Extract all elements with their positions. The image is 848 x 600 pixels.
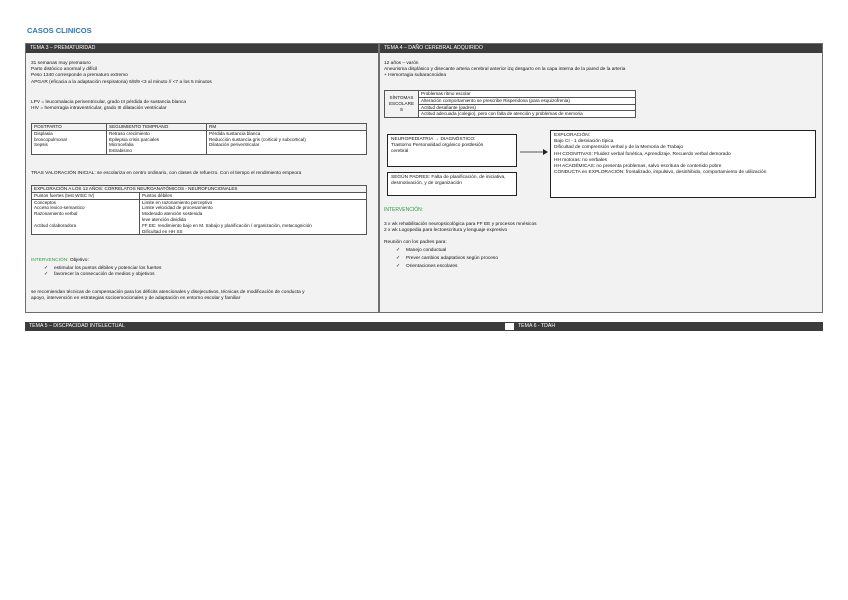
intervencion-line: 2 x wk Logopedia para lectoescritura y lenguaje expresivo	[384, 228, 508, 234]
list-item	[396, 248, 498, 254]
exploracion-table	[31, 185, 367, 235]
cell-line: Reducción sustancia gris (cortical y subcortical)	[209, 136, 306, 142]
objetivo-label: Objetivo:	[69, 258, 89, 263]
tema4-intervencion-label: INTERVENCIÓN:	[384, 207, 424, 213]
label-line: ESCOLARE	[388, 101, 415, 107]
intro-line: 31 semanas muy prematuro	[31, 61, 91, 66]
check-icon: ✓	[396, 256, 401, 262]
recomendacion-line: se recomiendan técnicas de compensación para los déficits atencionales y disejecutivos, técnicas de modificación de conducta y	[31, 290, 305, 295]
objetivo-text: favorecer la consecución de medios y objetivos	[54, 272, 155, 278]
exploracion-line: CONDUCTA en EXPLORACIÓN: frontalizado, impulsivo, desinhibido, comportamiento de utilización	[554, 170, 767, 176]
padres-box	[387, 172, 517, 196]
exploracion-box	[550, 130, 816, 198]
tema3-valoracion: TRAS VALORACIÓN INICIAL: se escolariza en centro ordinario, con clases de refuerzo. Con el tiempo el rendimiento empeora	[31, 171, 302, 176]
label-line: SÍNTOMAS	[389, 95, 414, 101]
cell-line: Pérdida sustancia blanca	[209, 130, 261, 136]
intro-line: APGAR (eficacia a la adaptación respiratoria) 6/8/9 <3 al minuto // <7 a los 5 minutos	[31, 79, 212, 85]
padres-reunion: Reunión con los padres para:	[384, 240, 447, 245]
cell-line: Dilatación periventricular	[209, 142, 260, 148]
padres-items	[396, 248, 498, 271]
tema3-intro	[31, 61, 212, 86]
intervencion-line: 3 x wk rehabilitación neuropsicológica para FF EE y procesos mnésicos	[384, 222, 537, 227]
diagnostico-title: NEUROPEDIATRIA → DIAGNÓSTICO:	[391, 137, 476, 142]
tema4-header: TEMA 4 – DAÑO CEREBRAL ADQUIRIDO	[380, 44, 822, 53]
table-header: Puntos débiles	[140, 192, 367, 199]
exploracion-line: HH COGNITIVAS: Fluidez verbal fonética, Aprendizaje, Recuerdo verbal demorado	[554, 151, 731, 157]
padres-line: SEGÚN PADRES: Falta de planificación, de iniciativa,	[391, 175, 506, 180]
padres-item-text: Manejo conductual	[406, 248, 447, 253]
exploracion-line: HH motoras: no verbales	[554, 157, 608, 163]
intro-line: + Hemorragia subaracnoidea	[384, 73, 446, 79]
postparto-cell	[32, 130, 107, 154]
tema5-header	[25, 322, 504, 331]
list-item	[396, 264, 498, 270]
diagnostico-line: Trastorno Personalidad orgánico postlesión	[391, 143, 484, 149]
seguimiento-cell	[107, 130, 207, 154]
intro-line: Parto distócico anormal y difícil	[31, 67, 98, 73]
check-icon: ✓	[396, 248, 401, 253]
cell-line: Acceso lexico-semantico	[34, 205, 85, 211]
tema5-title: TEMA 5 – DISCPACIDAD INTELECTUAL	[29, 323, 125, 329]
lpv-line: LPV = leucomalacia periventricular, grado III pérdida de sustancia blanca	[31, 100, 187, 105]
tema-divider	[504, 322, 515, 331]
fuertes-cell	[32, 199, 140, 235]
cell-line: Dificultad en HH SS	[142, 228, 183, 234]
padres-item-text: Prever cambios adaptativos según proceso	[406, 256, 498, 262]
intro-line: Peso 1340 corresponde a prematuro extremo	[31, 73, 128, 79]
cell-line: Sepsis	[34, 142, 48, 148]
table-header: Puntos fuertes (test WISC IV)	[32, 192, 140, 199]
cell-line: Limite velocidad de procesamiento	[142, 205, 213, 211]
check-icon: ✓	[44, 272, 49, 278]
tema4-intro	[384, 61, 625, 80]
cell-line: leve atención dividida	[142, 216, 186, 222]
cell-line: Retraso crecimiento	[109, 130, 150, 136]
cell-line: FF EE: rendimiento bajo en M. trabajo y planificación / organización, metacognición	[142, 222, 312, 228]
tema3-panel	[25, 43, 379, 313]
intro-line: Aneurisma displásico y disecante arteria cerebral anterior izq desgarro en la capa interna de la pared de la arteria	[384, 67, 626, 73]
cell-line: Epilepsia crisis parciales	[109, 136, 160, 142]
diagnostico-box	[387, 134, 517, 167]
sintomas-label	[385, 91, 419, 118]
objetivo-text: estimular los puntos débiles y potenciar los fuertes	[54, 266, 162, 271]
table-header: RM	[207, 124, 367, 131]
list-item	[396, 256, 498, 262]
tema3-intervencion	[31, 258, 89, 264]
tema4-panel	[379, 43, 823, 313]
cell-line: Estrabismo	[109, 148, 132, 154]
table-header: POSTPARTO	[32, 124, 107, 131]
tema3-table	[31, 123, 367, 155]
cell-line: broncopulmonar	[34, 136, 68, 142]
cell-line: Conceptos	[34, 199, 56, 205]
tema4-intervencion	[384, 222, 537, 234]
cell-line: Razonamiento verbal	[34, 211, 78, 217]
cell-line: Moderado atención sostenida	[142, 211, 203, 217]
padres-line: desmotivación, y de organización	[391, 181, 462, 187]
cell-line: Actitud colaboradora	[34, 222, 77, 228]
cell-line: Limite en razonamiento perceptivo	[142, 199, 213, 205]
rm-cell	[207, 130, 367, 154]
sintoma-item: Actitud adecuada (colegio), pero con falta de atención y problemas de memoria	[419, 111, 636, 118]
exploracion-line: Dificultad de comprensión verbal y de la Memoria de Trabajo	[554, 145, 684, 151]
table-header: SEGUIMIENTO TEMPRANO	[107, 124, 207, 131]
cell-line: Microcefalia	[109, 142, 134, 148]
hiv-line: HIV = hemorragia intraventricular, grado III dilatación ventricular	[31, 106, 167, 112]
objetivos-list	[44, 266, 161, 278]
exploracion-title: EXPLORACIÓN A LOS 12 AÑOS: CORRELATOS NEUROANATÓMICOS - NEUROFUNCIONALES	[32, 186, 367, 193]
recomendacion-line: apoyo, intervención en estrategias socioemocionales y de adaptación en entorno escolar y familiar	[31, 296, 241, 302]
list-item	[44, 272, 161, 278]
padres-item-text: Orientaciones escolares	[406, 264, 458, 270]
sintoma-item: Problemas ritmo escolar	[419, 91, 636, 98]
intervencion-label: INTERVENCIÓN:	[31, 258, 69, 263]
diagnostico-line: cerebral	[391, 149, 409, 155]
debiles-cell	[140, 199, 367, 235]
tema6-header	[515, 322, 823, 331]
exploracion-line: HH ACADÉMICAS: no presenta problemas, salvo escritura de contenido pobre	[554, 164, 722, 170]
sintomas-table	[384, 90, 636, 118]
cell-line: Displasia	[34, 130, 53, 136]
intro-line: 12 años – varón	[384, 61, 419, 66]
tema3-lpv	[31, 100, 186, 112]
tema3-recomendacion	[31, 290, 305, 302]
page-title: CASOS CLINICOS	[27, 26, 92, 35]
tema3-header: TEMA 3 – PREMATURIDAD	[26, 44, 378, 53]
tema6-title: TEMA 6 - TDAH	[518, 323, 556, 329]
exploracion-title: EXPLORACIÓN:	[554, 133, 590, 138]
label-line: S	[399, 106, 404, 112]
sintoma-item: Alteración comportamiento se prescribe Risperidona (para esquizofrenia)	[419, 97, 636, 104]
sintoma-item: Actitud desafiante (padres)	[419, 104, 636, 111]
arrow-right-icon	[520, 148, 548, 156]
check-icon: ✓	[44, 266, 49, 271]
exploracion-line: Bajo CI - 1 desviación típica	[554, 139, 614, 145]
check-icon: ✓	[396, 264, 401, 270]
